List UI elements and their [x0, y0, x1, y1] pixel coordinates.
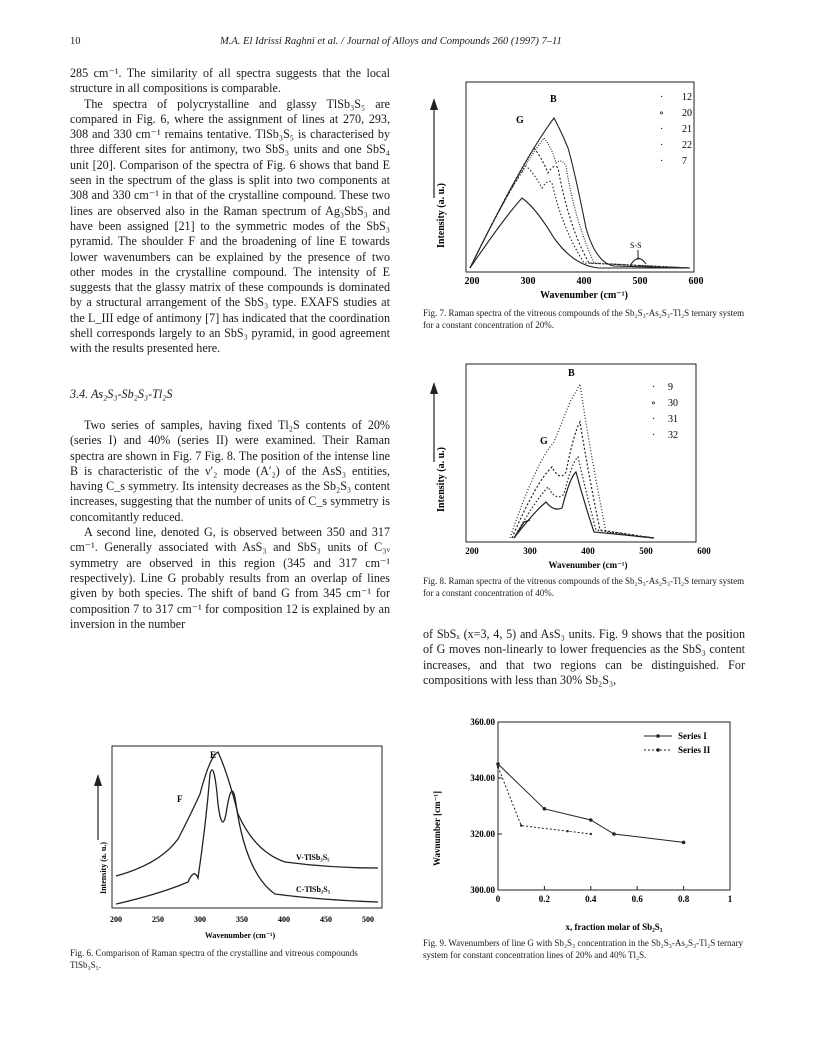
fig9-series-line	[498, 764, 684, 842]
fig6-xtick: 200	[110, 915, 122, 924]
fig7-spectra	[470, 118, 690, 268]
body-paragraph: of SbSₓ (x=3, 4, 5) and AsS₃ units. Fig. 9 shows that the position of G moves non-linearly to lower frequencies as the SbS₃ content increases, and that two regions can be distinguished. For compositions with less than 30% Sb₂S₃,	[423, 627, 745, 687]
fig6-xtick: 400	[278, 915, 290, 924]
fig8-legend-label: 9	[668, 382, 673, 393]
fig8-xticks	[465, 546, 711, 556]
fig7-xtick: 300	[520, 276, 536, 287]
fig9-ytick-label: 320.00	[470, 829, 495, 839]
left-column	[70, 66, 390, 632]
fig6-peak-e: E	[210, 750, 217, 760]
fig9-ytick-label: 300.00	[470, 885, 495, 895]
fig6-frame	[112, 746, 382, 908]
fig7-arrowhead	[430, 98, 438, 110]
fig8-spectra	[510, 384, 654, 538]
fig9-data-point	[612, 832, 616, 836]
fig9-legend-label: Series II	[678, 745, 711, 755]
fig9-data-point	[590, 833, 592, 835]
svg-text:∘: ∘	[659, 108, 664, 119]
fig9-data-point	[682, 841, 686, 845]
fig6-xtick: 300	[194, 915, 206, 924]
fig9-xlabel: x, fraction molar of Sb₂S₃	[565, 922, 663, 932]
fig8-xtick: 400	[581, 546, 595, 556]
fig7-xtick: 600	[688, 276, 704, 287]
fig9-data-point	[566, 830, 568, 832]
fig8-legend	[651, 382, 678, 441]
fig7-legend-label: 12	[682, 92, 692, 103]
fig8-legend-label: 30	[668, 398, 678, 409]
fig7-ylabel: Intensity (a. u.)	[436, 182, 447, 248]
fig7-xtick: 500	[632, 276, 648, 287]
figure-9-chart	[424, 716, 754, 936]
svg-text:∘: ∘	[651, 398, 656, 409]
fig8-caption: Fig. 8. Raman spectra of the vitreous compounds of the Sb₂S₃-As₂S₃-Tl₂S ternary system for a constant concentration of 40%.	[423, 576, 745, 598]
fig9-legend-marker	[656, 748, 660, 752]
fig8-peak-b: B	[568, 368, 575, 379]
body-paragraph: 285 cm⁻¹. The similarity of all spectra suggests that the local structure in all compositions is comparable.	[70, 66, 390, 96]
fig8-xtick: 300	[523, 546, 537, 556]
fig9-xtick-label: 0.8	[677, 894, 690, 904]
fig8-ylabel: Intensity (a. u.)	[436, 446, 447, 512]
fig8-arrowhead	[430, 382, 438, 394]
fig9-xtick-label: 0.4	[585, 894, 597, 904]
figure-6	[70, 744, 390, 944]
fig9-ylabel: Wavnumber [cm⁻¹]	[432, 790, 442, 866]
fig7-legend-label: 22	[682, 140, 692, 151]
fig8-xlabel: Wavenumber (cm⁻¹)	[548, 560, 628, 570]
fig6-caption: Fig. 6. Comparison of Raman spectra of the crystalline and vitreous compounds TlSb₃S₅.	[70, 948, 358, 970]
svg-text:·: ·	[652, 430, 656, 441]
svg-text:·: ·	[660, 92, 664, 103]
fig9-data-point	[589, 818, 593, 822]
running-title: M.A. El Idrissi Raghni et al. / Journal of Alloys and Compounds 260 (1997) 7–11	[220, 36, 562, 47]
fig6-peak-f: F	[177, 794, 183, 804]
svg-text:·: ·	[652, 414, 656, 425]
fig9-xtick-label: 0	[495, 894, 501, 904]
fig9-legend-marker	[656, 734, 660, 738]
fig9-data-point	[497, 766, 499, 768]
fig7-caption: Fig. 7. Raman spectra of the vitreous compounds of the Sb₂S₃-As₂S₃-Tl₂S ternary system for a constant concentration of 20%.	[423, 308, 745, 330]
fig8-legend-label: 32	[668, 430, 678, 441]
fig7-xtick: 400	[576, 276, 592, 287]
fig9-data-point	[543, 807, 547, 811]
fig9-xtick-label: 0.2	[538, 894, 551, 904]
svg-text:·: ·	[660, 156, 664, 167]
fig9-xtick-label: 1	[727, 894, 733, 904]
fig9-xtick-label: 0.6	[631, 894, 643, 904]
fig6-curve-label-vitreous: V-TlSb₃S₅	[296, 853, 330, 862]
fig7-legend-label: 21	[682, 124, 692, 135]
fig6-ylabel: Intensity (a. u.)	[99, 841, 108, 894]
fig6-xticks	[110, 915, 374, 924]
figure-8	[424, 362, 729, 572]
fig7-peak-g: G	[516, 115, 524, 126]
fig7-xlabel: Wavenumber (cm⁻¹)	[540, 290, 628, 301]
fig7-peak-ss: S-S	[630, 241, 642, 250]
fig7-legend-label: 20	[682, 108, 692, 119]
fig7-peak-b: B	[550, 94, 557, 105]
page-number: 10	[70, 36, 81, 47]
fig8-frame	[466, 364, 696, 542]
fig9-legend-label: Series I	[678, 731, 707, 741]
running-header	[70, 36, 750, 52]
fig9-ytick-label: 360.00	[470, 717, 495, 727]
fig6-xlabel: Wavenumber (cm⁻¹)	[204, 931, 276, 940]
figure-7	[424, 78, 729, 303]
svg-text:·: ·	[660, 140, 664, 151]
svg-text:·: ·	[652, 382, 656, 393]
fig6-xtick: 450	[320, 915, 332, 924]
fig6-spectra	[116, 752, 378, 904]
body-paragraph: The spectra of polycrystalline and glassy TlSb₃S₅ are compared in Fig. 6, where the assignment of lines at 270, 293, 308 and 330 cm⁻¹ remains tentative. TlSb₃S₅ is characterised by three different sites for antimony, two SbS₃ units and one SbS₄ unit [20]. Comparison of the spectra of Fig. 6 shows that band E seen in the spectrum of the glass is split into two components at 308 and 330 cm⁻¹ in that of the crystalline compound. These two lines are observed also in the Raman spectrum of Ag₃SbS₃ and have been assigned [21] to the symmetric modes of the SbS₃ pyramid. The shoulder F and the broadening of line E towards lower wavenumbers can be explained by the presence of two other modes in the crystalline compound. The intensity of E suggests that the glassy matrix of these compounds is dominated by a structural arrangement of the SbS₃ type. EXAFS studies at the L_III edge of antimony [7] has indicated that the coordination shell corresponds largely to an SbS₃ pyramid, in good agreement with the results presented here.	[70, 96, 390, 356]
fig8-xtick: 500	[639, 546, 653, 556]
fig9-data-point	[520, 824, 522, 826]
body-paragraph: Two series of samples, having fixed Tl₂S contents of 20% (series I) and 40% (series II) were examined. Their Raman spectra are shown in Fig. 7 Fig. 8. The position of the intense line B is characteristic of the ν′₂ mode (A′₂) of the AsS₃ entities, having C_s symmetry. Its intensity decreases as the Sb₂S₃ content increases, suggesting that the number of units of C_s symmetry is concomitantly reduced.	[70, 417, 390, 524]
fig6-xtick: 500	[362, 915, 374, 924]
fig8-xtick: 600	[697, 546, 711, 556]
fig8-xtick: 200	[465, 546, 479, 556]
fig9-data-point	[496, 762, 500, 766]
fig6-xtick: 250	[152, 915, 164, 924]
fig8-legend-label: 31	[668, 414, 678, 425]
fig9-ytick-label: 340.00	[470, 773, 495, 783]
fig7-xticks	[465, 276, 704, 287]
section-heading: 3.4. As₂S₃-Sb₂S₃-Tl₂S	[70, 386, 173, 401]
body-paragraph: A second line, denoted G, is observed between 350 and 317 cm⁻¹. Generally associated with AsS₃ and SbS₃ units of C₃ᵥ symmetry are observed in this region (345 and 317 cm⁻¹ respectively). Line G probably results from an overlap of lines given by both species. The shift of band G from 345 cm⁻¹ for composition 7 to 317 cm⁻¹ for composition 12 is explained by an inversion in the number	[70, 525, 390, 631]
fig7-xtick: 200	[464, 276, 480, 287]
fig6-xtick: 350	[236, 915, 248, 924]
fig6-arrowhead	[94, 774, 102, 786]
right-column	[423, 627, 745, 688]
fig7-legend	[659, 92, 692, 167]
fig8-peak-g: G	[540, 436, 548, 447]
fig9-caption: Fig. 9. Wavenumbers of line G with Sb₂S₃ concentration in the Sb₂S₃-As₂S₃-Tl₂S ternary system for constant concentration lines of 20% and 40% Tl₂S.	[423, 938, 744, 960]
fig7-legend-label: 7	[682, 156, 687, 167]
fig6-curve-label-crystalline: C-TlSb₃S₅	[296, 885, 331, 894]
svg-text:·: ·	[660, 124, 664, 135]
